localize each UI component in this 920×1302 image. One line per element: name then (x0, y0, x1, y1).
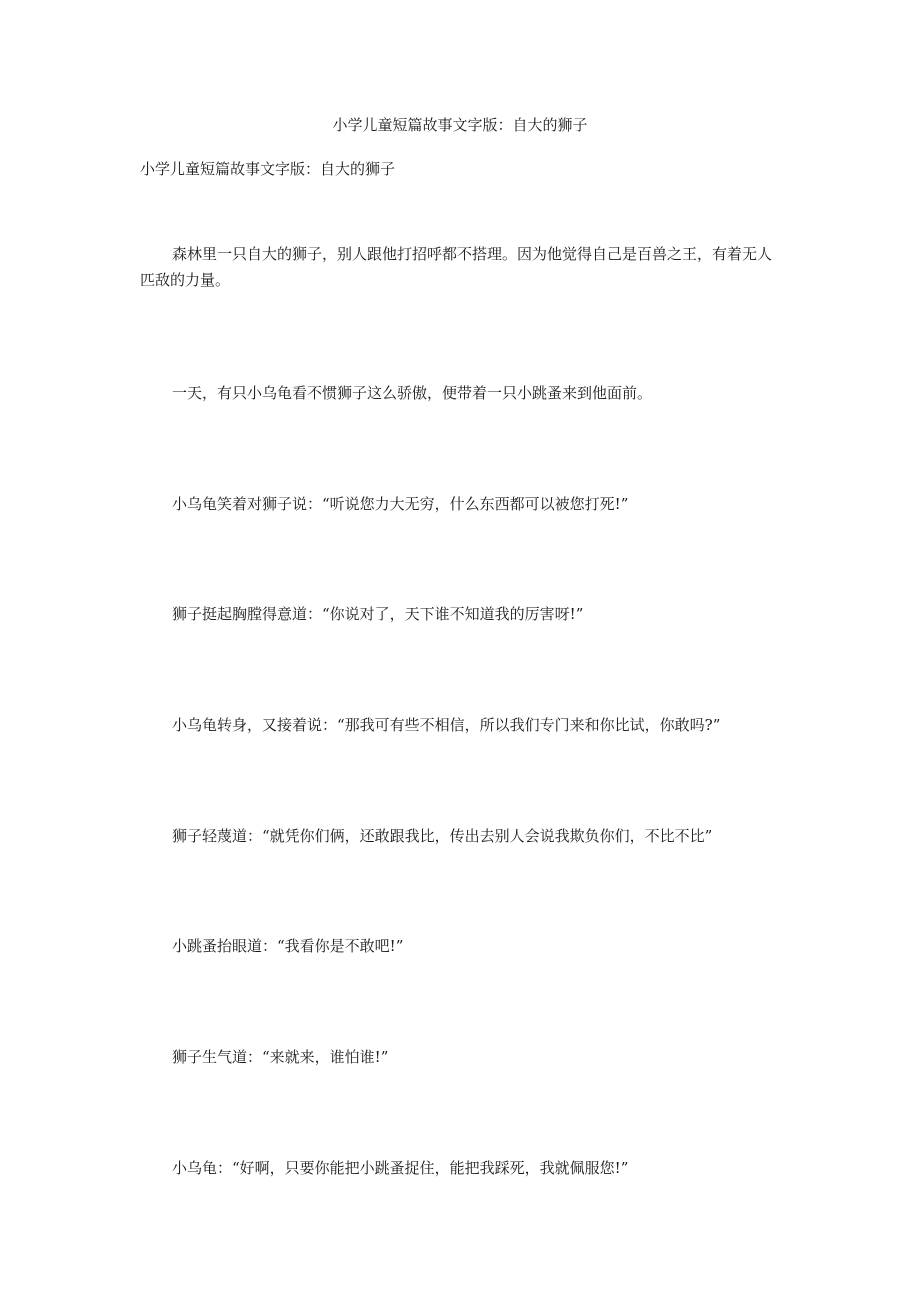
story-paragraph: 小跳蚤抬眼道：“我看你是不敢吧!” (172, 937, 404, 955)
story-paragraph: 森林里一只自大的狮子，别人跟他打招呼都不搭理。因为他觉得自己是百兽之王，有着无人匹敌的力量。 (140, 245, 773, 289)
story-paragraph: 小乌龟：“好啊，只要你能把小跳蚤捉住，能把我踩死，我就佩服您!” (172, 1159, 629, 1177)
story-paragraph: 一天，有只小乌龟看不惯狮子这么骄傲，便带着一只小跳蚤来到他面前。 (172, 384, 653, 402)
document-subtitle: 小学儿童短篇故事文字版：自大的狮子 (140, 160, 396, 178)
story-paragraph: 狮子生气道：“来就来，谁怕谁!” (172, 1048, 389, 1066)
story-paragraph: 小乌龟转身，又接着说：“那我可有些不相信，所以我们专门来和你比试，你敢吗?” (172, 716, 721, 734)
story-paragraph: 小乌龟笑着对狮子说：“听说您力大无穷，什么东西都可以被您打死!” (172, 495, 629, 513)
story-paragraph: 狮子挺起胸膛得意道：“你说对了，天下谁不知道我的厉害呀!” (172, 605, 584, 623)
story-paragraph: 狮子轻蔑道：“就凭你们俩，还敢跟我比，传出去别人会说我欺负你们，不比不比” (172, 827, 713, 845)
document-title: 小学儿童短篇故事文字版：自大的狮子 (332, 116, 588, 134)
